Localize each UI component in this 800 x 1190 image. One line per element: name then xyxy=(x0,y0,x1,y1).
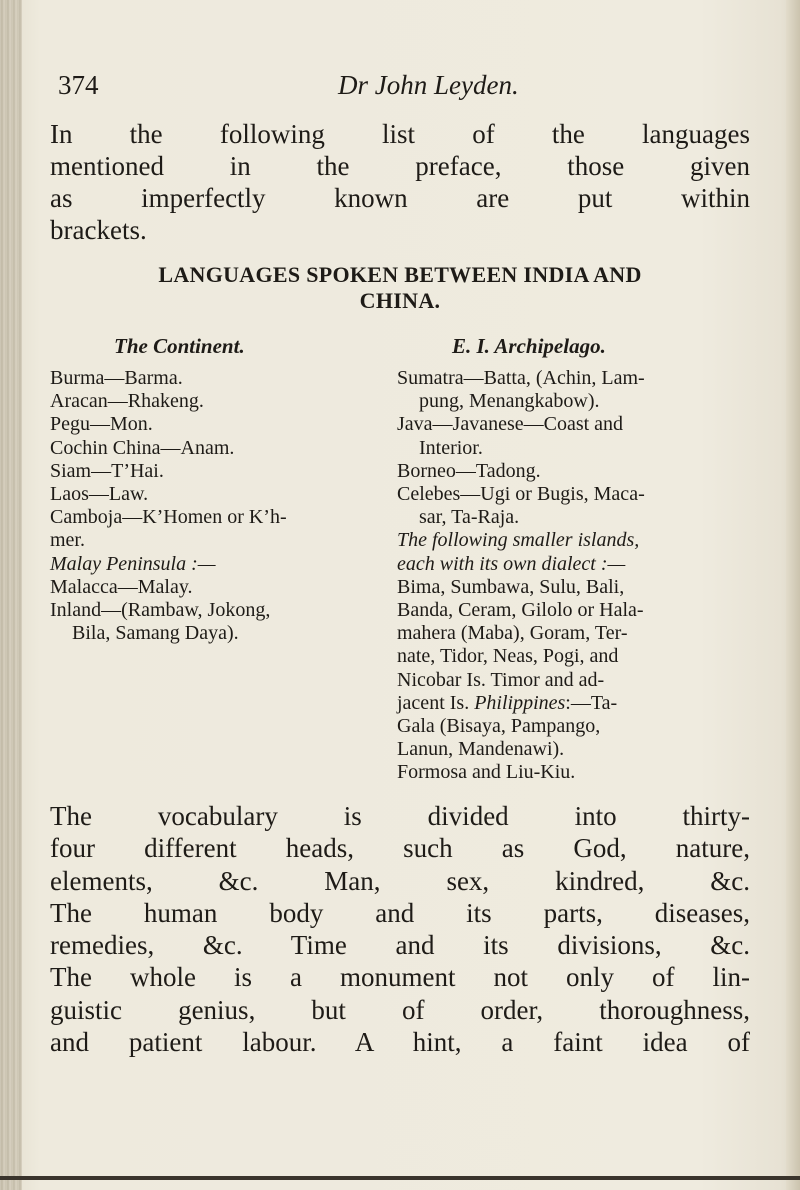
list-item: Interior. xyxy=(419,436,483,459)
list-item: Banda, Ceram, Gilolo or Hala- xyxy=(397,599,644,622)
page-binding-edge xyxy=(0,0,22,1190)
list-item: Aracan—Rhakeng. xyxy=(50,390,204,413)
page-right-edge xyxy=(786,0,800,1190)
archipelago-heading: E. I. Archipelago. xyxy=(452,334,606,358)
list-item-text: jacent Is. xyxy=(397,691,470,714)
list-item: Nicobar Is. Timor and ad- xyxy=(397,668,605,691)
intro-line: brackets. xyxy=(50,215,147,245)
list-item: Sumatra—Batta, (Achin, Lam- xyxy=(397,367,645,389)
running-title: Dr John Leyden. xyxy=(338,70,519,100)
list-item: Inland—(Rambaw, Jokong, xyxy=(50,599,271,622)
bottom-rule xyxy=(0,1176,800,1180)
list-item: Formosa and Liu-Kiu. xyxy=(397,761,576,784)
list-item: pung, Menangkabow). xyxy=(419,390,600,413)
list-item: Lanun, Mandenawi). xyxy=(397,738,565,761)
list-item: Pegu—Mon. xyxy=(50,413,153,436)
list-subheading: Malay Peninsula :— xyxy=(50,552,216,575)
philippines-label: Philippines xyxy=(474,691,566,714)
section-title-line: LANGUAGES SPOKEN BETWEEN INDIA AND xyxy=(158,262,642,287)
list-item: nate, Tidor, Neas, Pogi, and xyxy=(397,645,619,668)
list-item: Burma—Barma. xyxy=(50,367,183,389)
intro-paragraph xyxy=(50,118,750,246)
list-item-text: :—Ta- xyxy=(565,691,618,714)
list-item: Borneo—Tadong. xyxy=(397,459,541,482)
list-item: mer. xyxy=(50,529,85,552)
list-item: Bima, Sumbawa, Sulu, Bali, xyxy=(397,575,625,598)
body-line: remedies, &c. Time and its divisions, &c. xyxy=(50,930,750,961)
list-item: Bila, Samang Daya). xyxy=(72,622,239,645)
page-number: 374 xyxy=(58,70,99,100)
body-line: The whole is a monument not only of lin- xyxy=(50,962,750,993)
section-title xyxy=(50,262,750,314)
list-item: Celebes—Ugi or Bugis, Maca- xyxy=(397,483,645,506)
body-paragraph xyxy=(50,800,750,1058)
list-subheading: The following smaller islands, xyxy=(397,529,640,552)
list-item: Camboja—K’Homen or K’h- xyxy=(50,506,287,529)
intro-line: In the following list of the languages xyxy=(50,119,750,149)
archipelago-list xyxy=(397,367,753,785)
list-item: Laos—Law. xyxy=(50,483,149,506)
list-item: mahera (Maba), Goram, Ter- xyxy=(397,622,628,645)
list-item: Cochin China—Anam. xyxy=(50,436,235,459)
list-item: sar, Ta-Raja. xyxy=(419,506,520,529)
list-item: Gala (Bisaya, Pampango, xyxy=(397,715,601,738)
body-line: and patient labour. A hint, a faint idea of xyxy=(50,1027,750,1058)
list-item xyxy=(397,692,753,715)
section-title-line: CHINA. xyxy=(359,288,441,313)
body-line: elements, &c. Man, sex, kindred, &c. xyxy=(50,865,750,896)
intro-line: as imperfectly known are put within xyxy=(50,183,750,213)
list-subheading: each with its own dialect :— xyxy=(397,552,626,575)
continent-list xyxy=(50,367,350,645)
list-item: Java—Javanese—Coast and xyxy=(397,413,624,436)
body-line: The vocabulary is divided into thirty- xyxy=(50,801,750,831)
intro-line: mentioned in the preface, those given xyxy=(50,151,750,181)
running-head xyxy=(58,70,758,110)
body-line: guistic genius, but of order, thoroughness, xyxy=(50,994,750,1025)
list-item: Siam—T’Hai. xyxy=(50,459,164,482)
body-line: The human body and its parts, diseases, xyxy=(50,897,750,928)
continent-heading: The Continent. xyxy=(114,334,245,358)
body-line: four different heads, such as God, nature, xyxy=(50,833,750,864)
list-item: Malacca—Malay. xyxy=(50,575,193,598)
